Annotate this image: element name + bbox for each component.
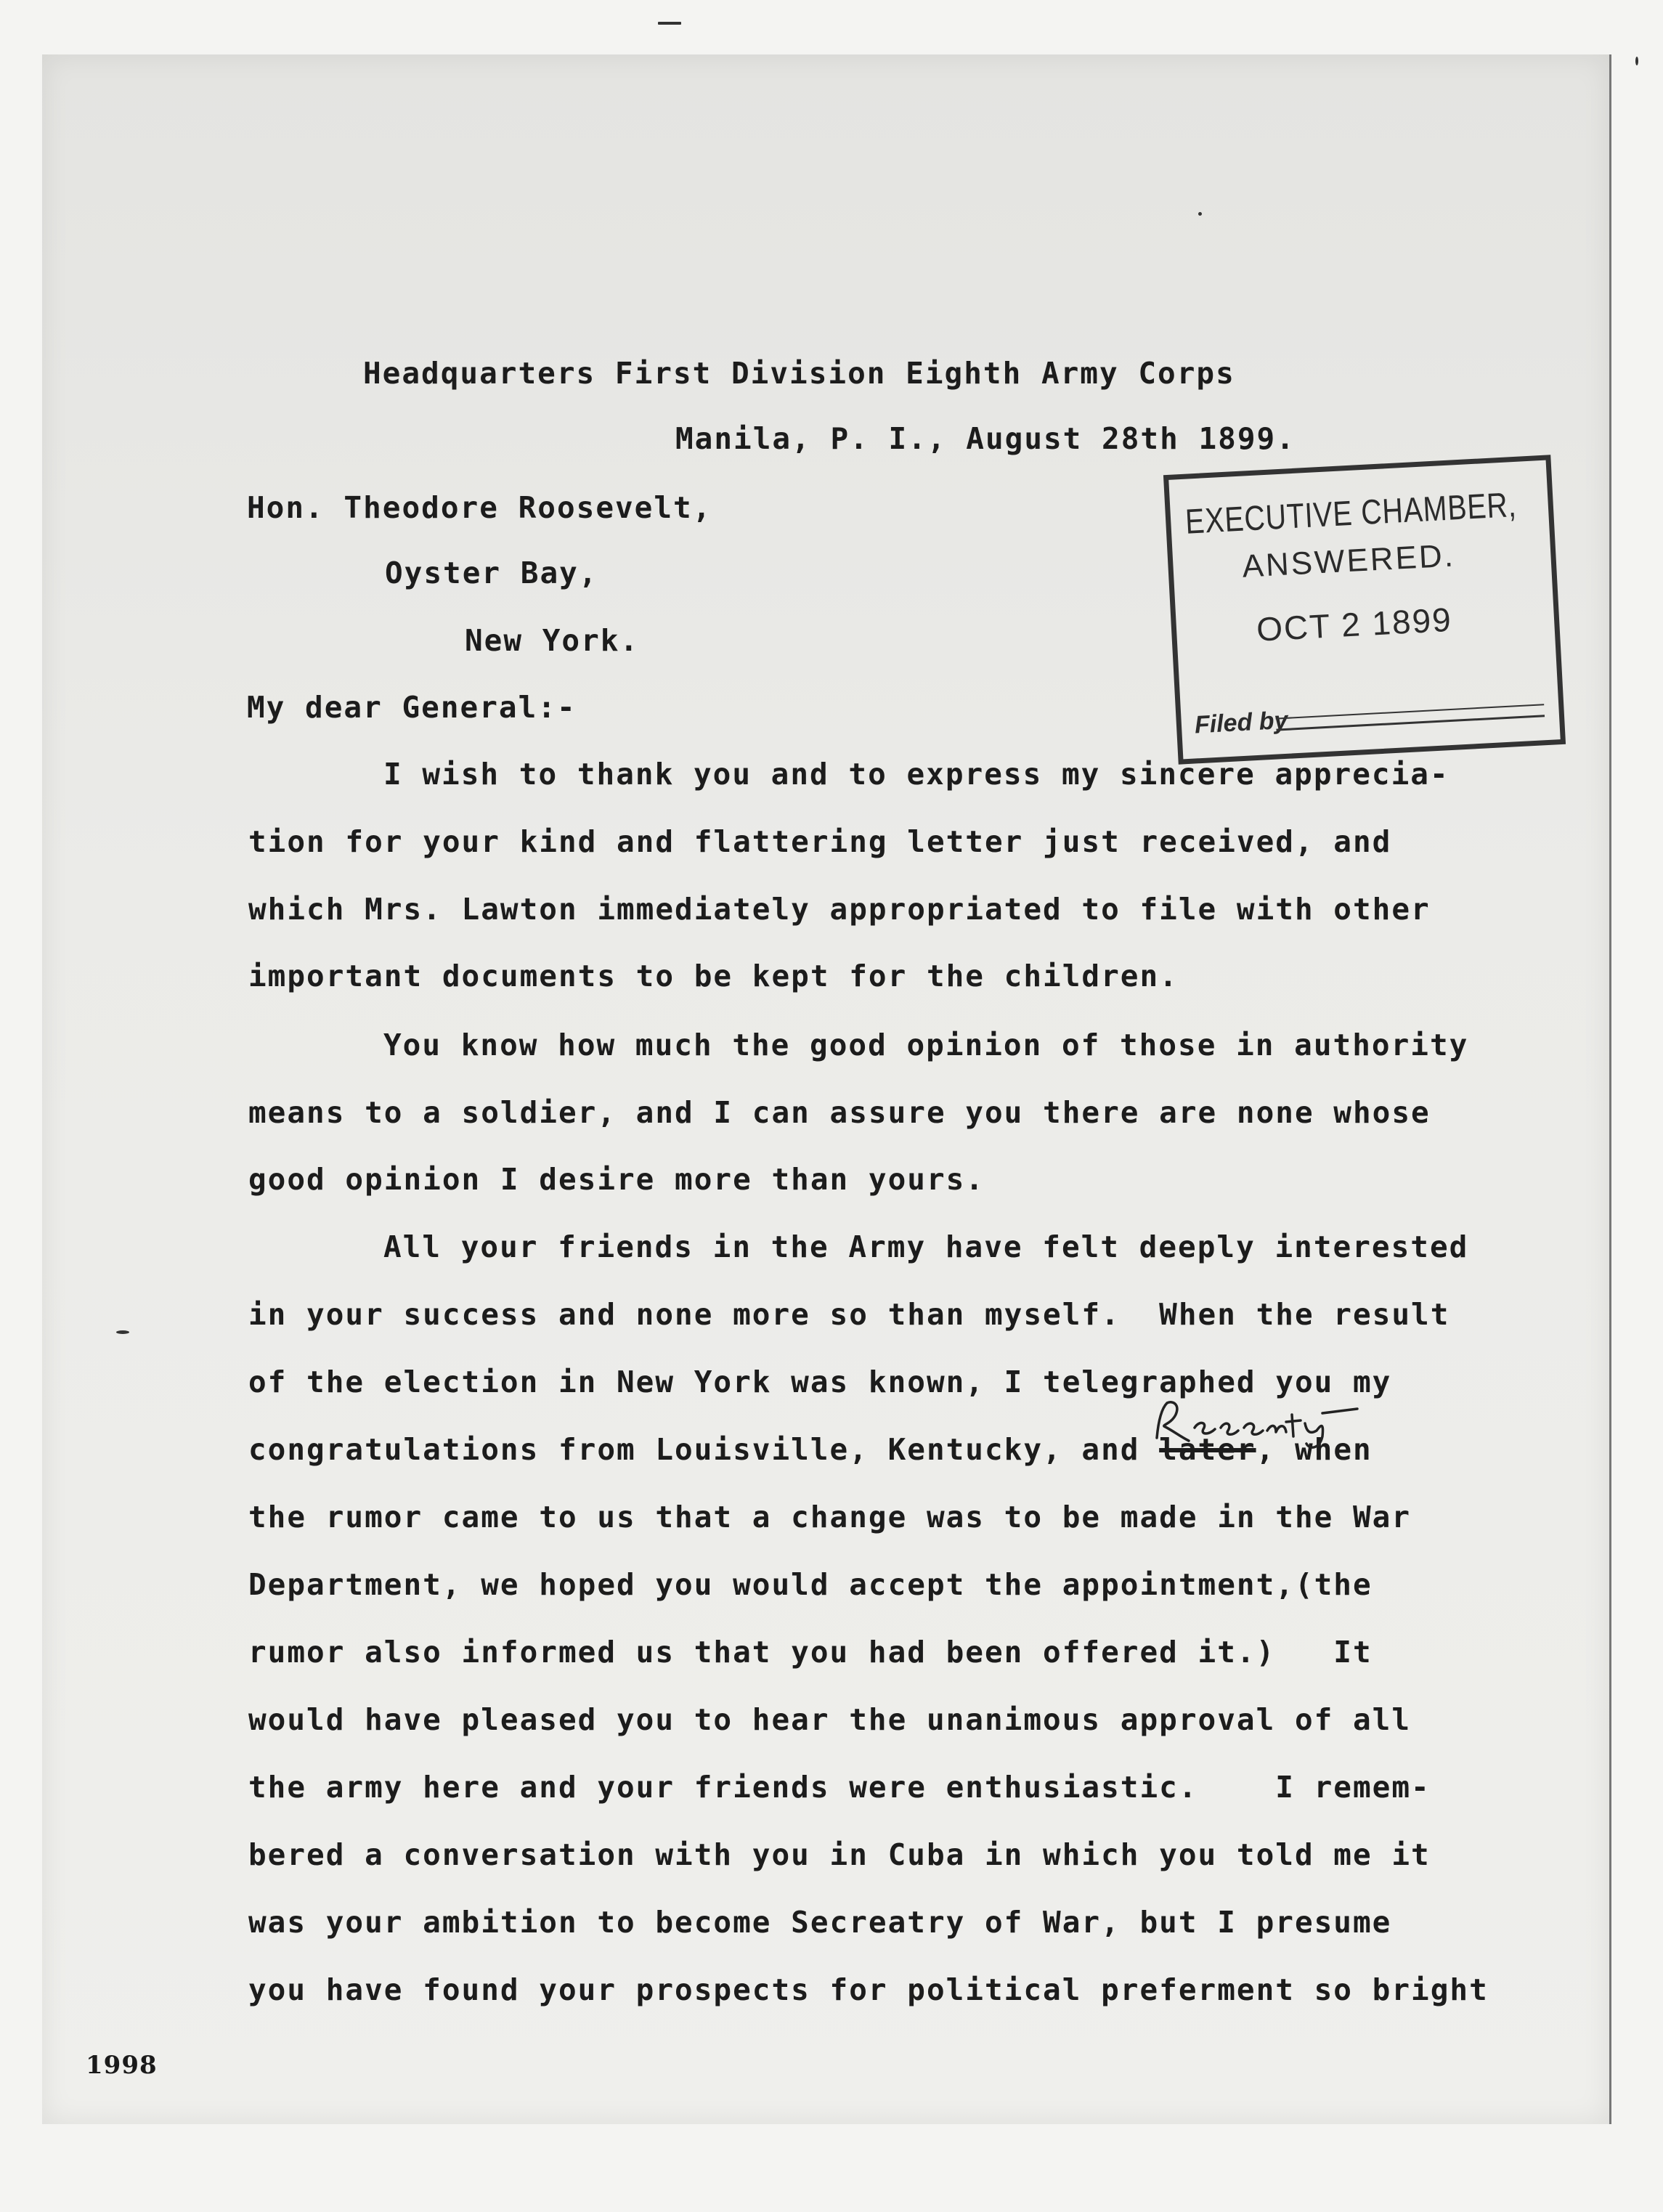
sheet-edge bbox=[1609, 54, 1611, 2124]
stamp-status: ANSWERED. bbox=[1241, 537, 1457, 585]
struck-word: later bbox=[1159, 1432, 1256, 1467]
body-line: the rumor came to us that a change was to be made in the War bbox=[248, 1500, 1412, 1534]
body-line-tail: , when bbox=[1256, 1432, 1373, 1467]
letter-dateline: Manila, P. I., August 28th 1899. bbox=[675, 421, 1296, 456]
body-line: which Mrs. Lawton immediately appropriated to file with other bbox=[248, 892, 1431, 927]
stamp-date: OCT 2 1899 bbox=[1255, 600, 1453, 648]
body-line: the army here and your friends were enthusiastic. I remem- bbox=[248, 1770, 1431, 1805]
scan-speck bbox=[1635, 57, 1638, 65]
handwritten-insertion bbox=[1151, 1393, 1362, 1451]
body-line: You know how much the good opinion of those in authority bbox=[383, 1028, 1469, 1062]
body-line-text: congratulations from Louisville, Kentucky, and bbox=[248, 1432, 1160, 1467]
body-line: Department, we hoped you would accept the appointment,(the bbox=[248, 1567, 1373, 1602]
scan-speck bbox=[658, 22, 681, 25]
salutation: My dear General:- bbox=[247, 690, 577, 725]
body-line: of the election in New York was known, I telegraphed you my bbox=[248, 1365, 1392, 1399]
body-line: you have found your prospects for political preferment so bright bbox=[248, 1972, 1489, 2007]
body-line: would have pleased you to hear the unanimous approval of all bbox=[248, 1702, 1412, 1737]
body-line: means to a soldier, and I can assure you there are none whose bbox=[248, 1095, 1431, 1130]
body-line: I wish to thank you and to express my sincere apprecia- bbox=[383, 757, 1449, 792]
body-line: was your ambition to become Secreatry of War, but I presume bbox=[248, 1905, 1392, 1940]
letter-heading: Headquarters First Division Eighth Army Corps bbox=[363, 356, 1235, 391]
address-line-1: Hon. Theodore Roosevelt, bbox=[247, 490, 712, 525]
stamp-filed-label: Filed by bbox=[1194, 706, 1289, 739]
scan-speck bbox=[116, 1330, 129, 1334]
body-line: All your friends in the Army have felt deeply interested bbox=[383, 1229, 1469, 1264]
stamp-title: EXECUTIVE CHAMBER, bbox=[1184, 485, 1518, 542]
body-line: bered a conversation with you in Cuba in which you told me it bbox=[248, 1837, 1431, 1872]
address-line-2: Oyster Bay, bbox=[385, 556, 598, 590]
address-line-3: New York. bbox=[465, 623, 640, 658]
executive-chamber-stamp bbox=[1163, 455, 1566, 764]
body-line: important documents to be kept for the children. bbox=[248, 959, 1179, 993]
handwriting-scribble-icon bbox=[1151, 1393, 1362, 1451]
body-line: rumor also informed us that you had been offered it.) It bbox=[248, 1635, 1373, 1670]
body-line: tion for your kind and flattering letter just received, and bbox=[248, 824, 1392, 859]
scan-speck bbox=[1198, 212, 1202, 216]
page-number: 1998 bbox=[86, 2051, 158, 2080]
body-line: in your success and none more so than myself. When the result bbox=[248, 1297, 1450, 1332]
body-line: good opinion I desire more than yours. bbox=[248, 1162, 985, 1197]
